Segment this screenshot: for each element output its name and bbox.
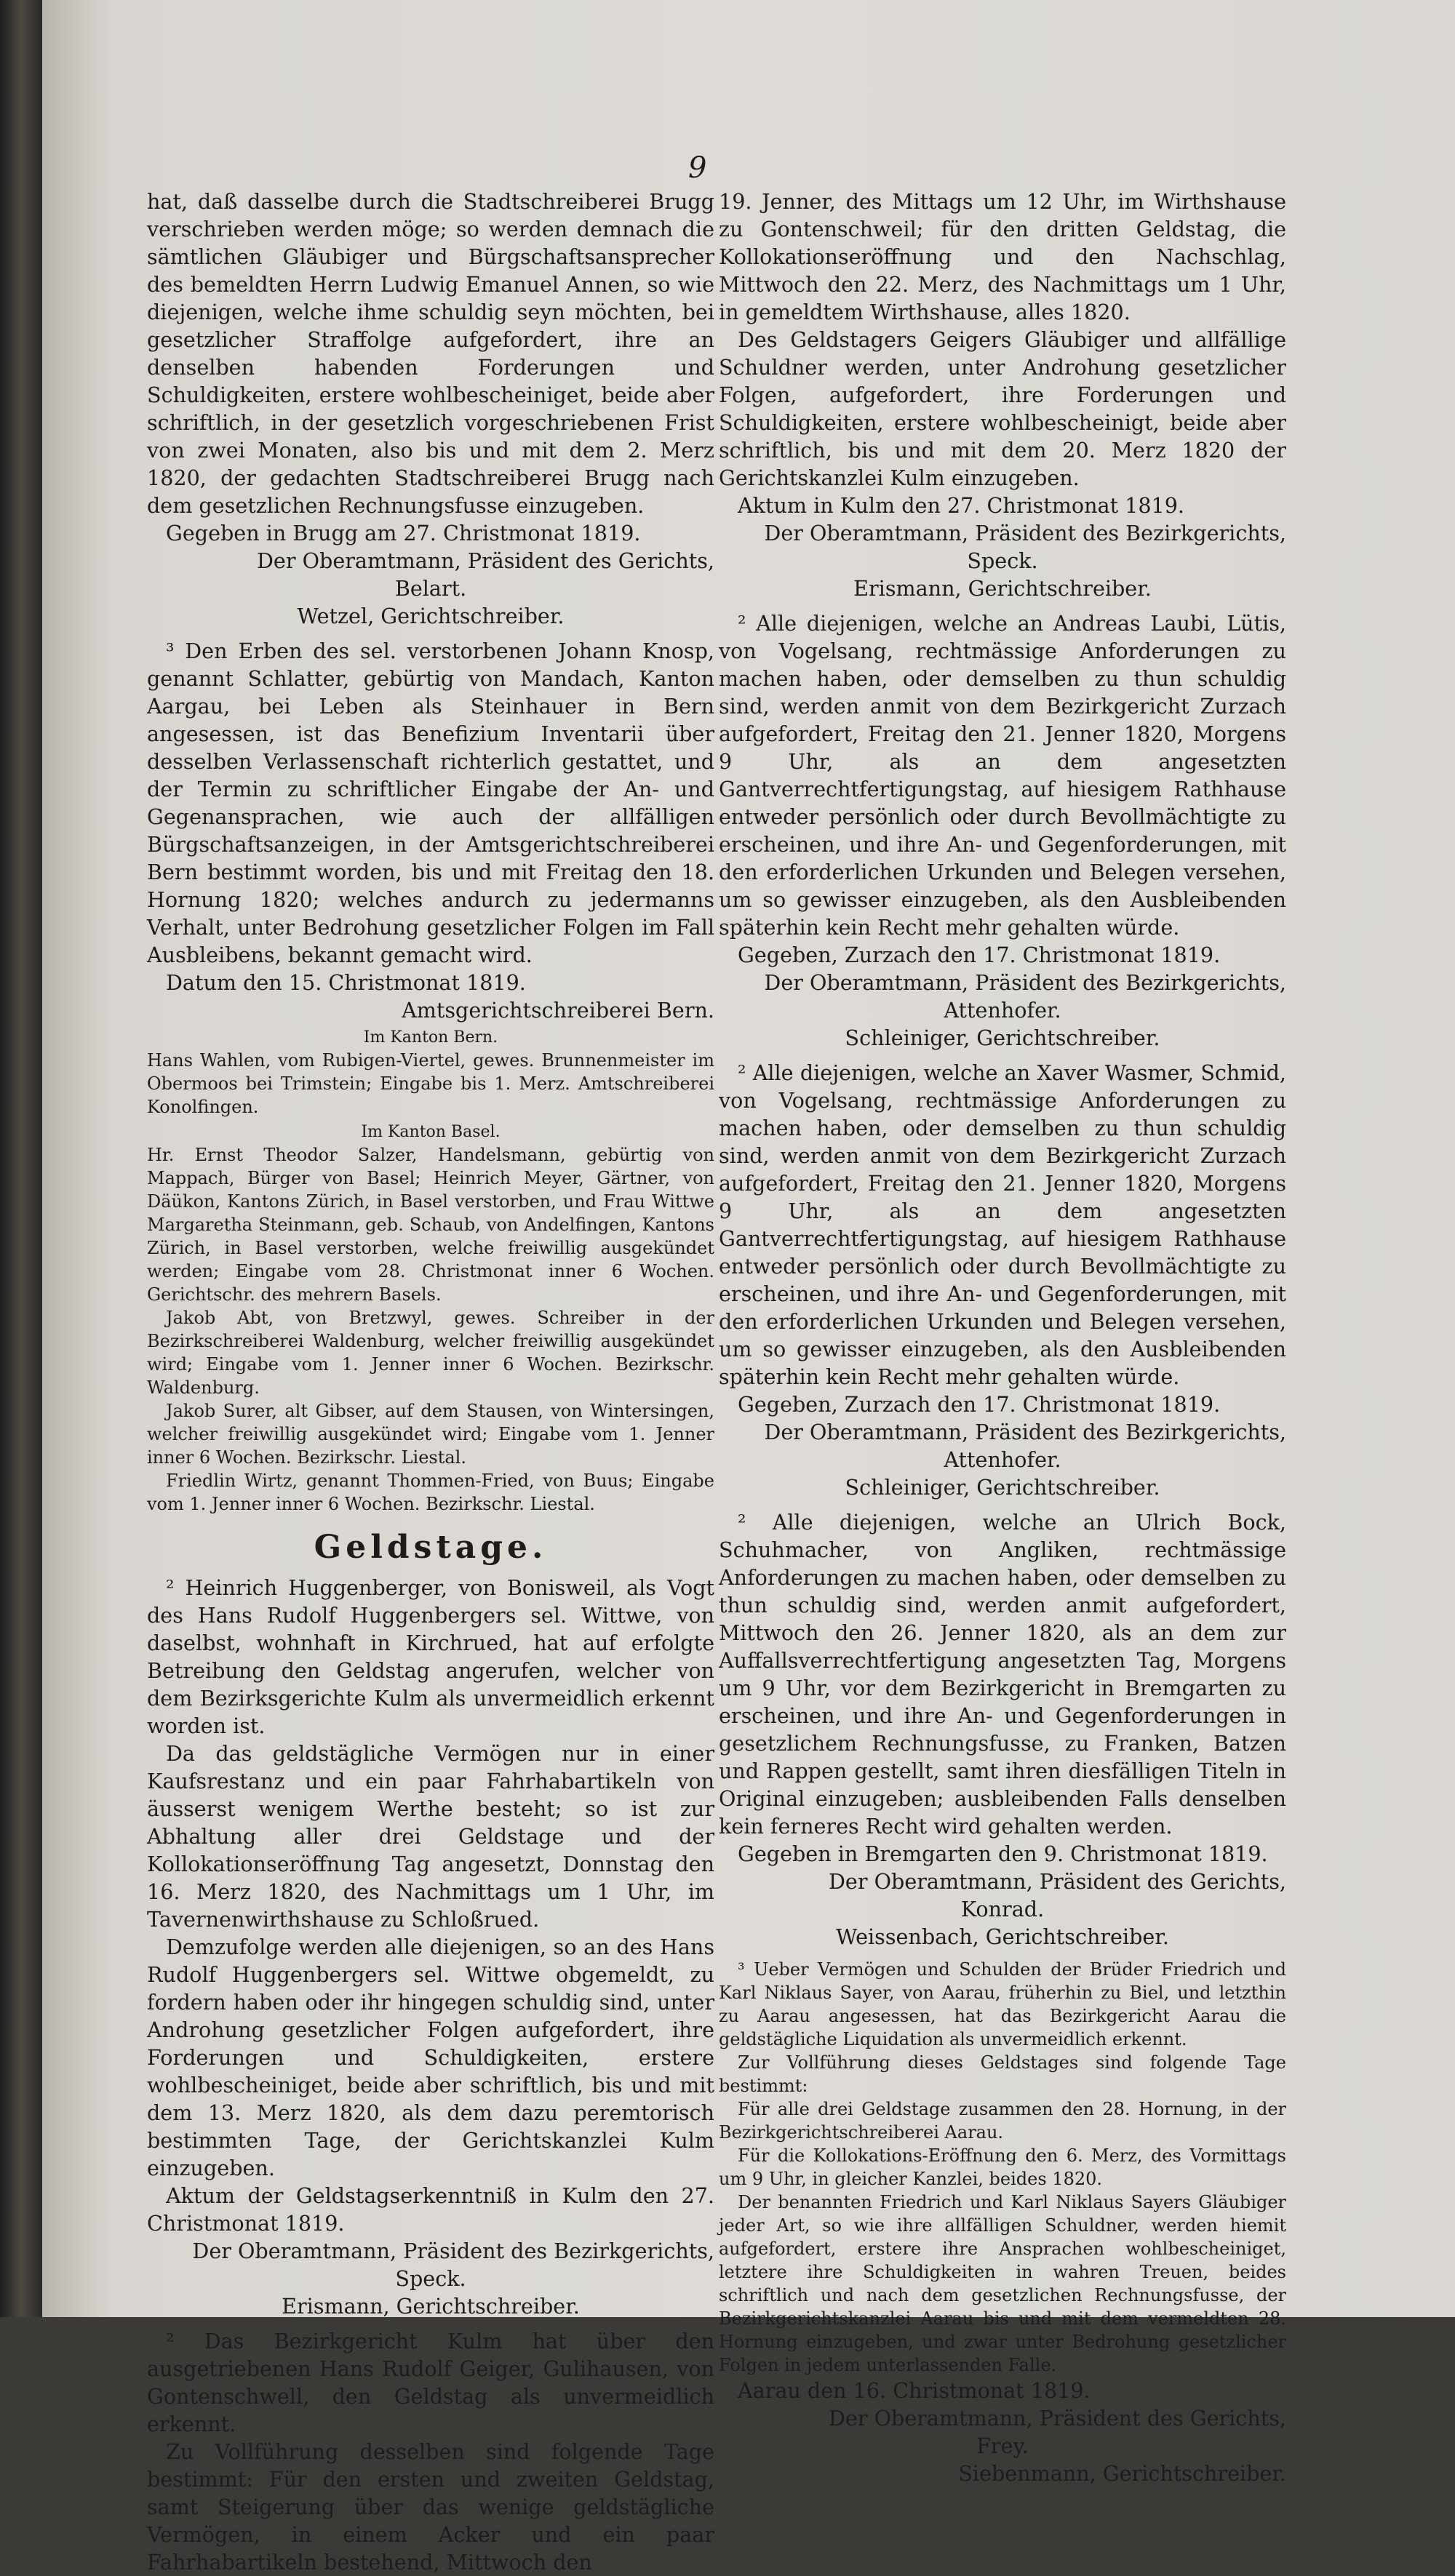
notice-sayer-date: Aarau den 16. Christmonat 1819.	[738, 2378, 1091, 2403]
notice-brugg-signature-title: Der Oberamtmann, Präsident des Gerichts,	[256, 548, 714, 573]
notice-geiger-text: Zu Vollführung desselben sind folgende Tage bestimmt: Für den ersten und zweiten Geldstag, samt Steigerung über das wenige geldstägliche Vermögen, in einem Acker und ein paar Fahrhabartikeln bestehend, Mittwoch den	[147, 2439, 714, 2575]
notice-geiger-continued: Des Geldstagers Geigers Gläubiger und allfällige Schuldner werden, unter Androhung gesetzlicher Folgen, aufgefordert, ihre Forderungen und Schuldigkeiten, erstere wohlbescheinigt, beide aber schriftlich, bis und mit dem 20. Merz 1820 der Gerichtskanzlei Kulm einzugeben.	[719, 327, 1286, 490]
notice-sayer-text: Für die Kollokations-Eröffnung den 6. Merz, des Vormittags um 9 Uhr, in gleicher Kanzlei, beides 1820.	[719, 2145, 1286, 2189]
notice-geiger-text: ² Das Bezirkgericht Kulm hat über den ausgetriebenen Hans Rudolf Geiger, Gulihausen, von Gontenschwell, den Geldstag als unvermeidlich erkennt.	[147, 2329, 714, 2436]
notice-brugg-clerk: Wetzel, Gerichtschreiber.	[297, 604, 565, 628]
section-header-basel: Im Kanton Basel.	[361, 1123, 501, 1141]
notice-sayer-text: ³ Ueber Vermögen und Schulden der Brüder Friedrich und Karl Niklaus Sayer, von Aarau, früherhin zu Biel, und letzthin zu Aarau angesessen, hat das Bezirkgericht Aarau die geldstägliche Liquidation als unvermeidlich erkennt.	[719, 1959, 1286, 2049]
notice-brugg-text: hat, daß dasselbe durch die Stadtschreiberei Brugg verschrieben werden möge; so werden demnach die sämtlichen Gläubiger und Bürgschaftsansprecher des bemeldten Herrn Ludwig Emanuel Annen, so wie diejenigen, welche ihme schuldig seyn möchten, bei gesetzlicher Straffolge aufgefordert, ihre an denselben habenden Forderungen und Schuldigkeiten, erstere wohlbescheiniget, beide aber schriftlich, in der gesetzlich vorgeschriebenen Frist von zwei Monaten, also bis und mit dem 2. Merz 1820, der gedachten Stadtschreiberei Brugg nach dem gesetzlichen Rechnungsfusse einzugeben.	[147, 189, 714, 518]
notice-brugg-signature-name: Belart.	[394, 576, 467, 601]
notice-huggenberger-text: Da das geldstägliche Vermögen nur in einer Kaufsrestanz und ein paar Fahrhabartikeln von äusserst wenigem Werthe besteht; so ist zur Abhaltung aller drei Geldstage und der Kollokationseröffnung Tag angesetzt, Donnstag den 16. Merz 1820, des Nachmittags um 1 Uhr, im Tavernenwirthshause zu Schloßrued.	[147, 1741, 714, 1932]
notice-sayer-clerk: Siebenmann, Gerichtschreiber.	[958, 2461, 1286, 2486]
notice-bock-signature-title: Der Oberamtmann, Präsident des Gerichts,	[828, 1869, 1286, 1894]
notice-huggenberger-text: ² Heinrich Huggenberger, von Bonisweil, als Vogt des Hans Rudolf Huggenbergers sel. Wittwe, von daselbst, wohnhaft in Kirchrued, hat auf erfolgte Betreibung den Geldstag angerufen, welcher von dem Bezirksgerichte Kulm als unvermeidlich erkennt worden ist.	[147, 1575, 714, 1738]
heading-geldstage: Geldstage.	[314, 1529, 548, 1566]
book-binding-edge	[0, 0, 42, 2317]
notice-bock-date: Gegeben in Bremgarten den 9. Christmonat 1819.	[738, 1841, 1268, 1866]
notice-knosp-text: ³ Den Erben des sel. verstorbenen Johann Knosp, genannt Schlatter, gebürtig von Mandach, Kanton Aargau, bei Leben als Steinhauer in Bern angesessen, ist das Benefizium Inventarii über desselben Verlassenschaft richterlich gestattet, und der Termin zu schriftlicher Eingabe der An- und Gegenansprachen, wie auch der allfälligen Bürgschaftsanzeigen, in der Amtsgerichtschreiberei Bern bestimmt worden, bis und mit Freitag den 18. Hornung 1820; welches andurch zu jedermanns Verhalt, unter Bedrohung gesetzlicher Folgen im Fall Ausbleibens, bekannt gemacht wird.	[147, 639, 714, 967]
notice-bock-clerk: Weissenbach, Gerichtschreiber.	[836, 1924, 1169, 1949]
notice-wasmer-clerk: Schleiniger, Gerichtschreiber.	[845, 1475, 1160, 1500]
notice-huggenberger-text: Demzufolge werden alle diejenigen, so an des Hans Rudolf Huggenbergers sel. Wittwe obgemeldt, zu fordern haben oder ihr hingegen schuldig sind, unter Androhung gesetzlicher Folgen aufgefordert, ihre Forderungen und Schuldigkeiten, erstere wohlbescheiniget, beide aber schriftlich, bis und mit dem 13. Merz 1820, als dem dazu peremtorisch bestimmten Tage, der Gerichtskanzlei Kulm einzugeben.	[147, 1935, 714, 2180]
notice-geiger-signature-title: Der Oberamtmann, Präsident des Bezirkgerichts,	[764, 521, 1286, 545]
page-number: 9	[688, 151, 707, 185]
notice-huggenberger-clerk: Erismann, Gerichtschreiber.	[282, 2294, 580, 2319]
notice-laubi-signature-title: Der Oberamtmann, Präsident des Bezirkgerichts,	[764, 970, 1286, 995]
notice-geiger-signature-name: Speck.	[967, 548, 1038, 573]
notice-sayer-signature-title: Der Oberamtmann, Präsident des Gerichts,	[828, 2406, 1286, 2431]
basel-entry: Jakob Abt, von Bretzwyl, gewes. Schreiber in der Bezirkschreiberei Waldenburg, welcher freiwillig ausgekündet wird; Eingabe vom 1. Jenner inner 6 Wochen. Bezirkschr. Waldenburg.	[147, 1308, 714, 1398]
basel-entry: Friedlin Wirtz, genannt Thommen-Fried, von Buus; Eingabe vom 1. Jenner inner 6 Wochen. Bezirkschr. Liestal.	[147, 1471, 714, 1514]
notice-laubi-clerk: Schleiniger, Gerichtschreiber.	[845, 1025, 1160, 1050]
notice-geiger-clerk: Erismann, Gerichtschreiber.	[853, 576, 1152, 601]
section-header-bern: Im Kanton Bern.	[363, 1028, 498, 1047]
notice-geiger-date: Aktum in Kulm den 27. Christmonat 1819.	[738, 493, 1185, 518]
notice-sayer-signature-name: Frey.	[976, 2433, 1029, 2458]
notice-wasmer-signature-title: Der Oberamtmann, Präsident des Bezirkgerichts,	[764, 1420, 1286, 1444]
notice-wasmer-text: ² Alle diejenigen, welche an Xaver Wasmer, Schmid, von Vogelsang, rechtmässige Anforderungen zu machen haben, oder demselben zu thun schuldig sind, werden anmit von dem Bezirkgericht Zurzach aufgefordert, Freitag den 21. Jenner 1820, Morgens 9 Uhr, als an dem angesetzten Gantverrechtfertigungstag, auf hiesigem Rathhause entweder persönlich oder durch Bevollmächtigte zu erscheinen, und ihre An- und Gegenforderungen, mit den erforderlichen Urkunden und Belegen versehen, um so gewisser einzugeben, als den Ausbleibenden späterhin kein Recht mehr gehalten würde.	[719, 1060, 1286, 1389]
notice-laubi-date: Gegeben, Zurzach den 17. Christmonat 1819.	[738, 943, 1221, 967]
notice-brugg-date: Gegeben in Brugg am 27. Christmonat 1819.	[166, 521, 641, 545]
notice-laubi-text: ² Alle diejenigen, welche an Andreas Laubi, Lütis, von Vogelsang, rechtmässige Anforderungen zu machen haben, oder demselben zu thun schuldig sind, werden anmit von dem Bezirkgericht Zurzach aufgefordert, Freitag den 21. Jenner 1820, Morgens 9 Uhr, als an dem angesetzten Gantverrechtfertigungstag, auf hiesigem Rathhause entweder persönlich oder durch Bevollmächtigte zu erscheinen, und ihre An- und Gegenforderungen, mit den erforderlichen Urkunden und Belegen versehen, um so gewisser einzugeben, als den Ausbleibenden späterhin kein Recht mehr gehalten würde.	[719, 611, 1286, 940]
notice-huggenberger-signature-name: Speck.	[395, 2266, 466, 2291]
notice-laubi-signature-name: Attenhofer.	[944, 998, 1061, 1023]
notice-wasmer-date: Gegeben, Zurzach den 17. Christmonat 1819.	[738, 1392, 1221, 1417]
right-column	[719, 188, 1286, 2487]
notice-sayer-text: Der benannten Friedrich und Karl Niklaus Sayers Gläubiger jeder Art, so wie ihre allfälligen Schuldner, werden hiemit aufgefordert, erstere ihre Ansprachen wohlbescheiniget, letztere ihre Schuldigkeiten in wahren Treuen, beides schriftlich und nach dem gesetzlichen Rechnungsfusse, der Bezirkgerichtskanzlei Aarau bis und mit dem vermeldten 28. Hornung einzugeben, und zwar unter Bedrohung gesetzlicher Folgen in jedem unterlassenden Falle.	[719, 2192, 1286, 2375]
notice-bock-signature-name: Konrad.	[960, 1897, 1045, 1921]
notice-geiger-continued: 19. Jenner, des Mittags um 12 Uhr, im Wirthshause zu Gontenschweil; für den dritten Geldstag, die Kollokationseröffnung und den Nachschlag, Mittwoch den 22. Merz, des Nachmittags um 1 Uhr, in gemeldtem Wirthshause, alles 1820.	[719, 189, 1286, 324]
notice-knosp-signature: Amtsgerichtschreiberei Bern.	[402, 998, 714, 1023]
notice-bock-text: ² Alle diejenigen, welche an Ulrich Bock, Schuhmacher, von Angliken, rechtmässige Anforderungen zu machen haben, oder demselben zu thun schuldig sind, werden anmit aufgefordert, Mittwoch den 26. Jenner 1820, als an dem zur Auffallsverrechtfertigung angesetzten Tag, Morgens um 9 Uhr, vor dem Bezirkgericht in Bremgarten zu erscheinen, und ihre An- und Gegenforderungen in gesetzlichem Rechnungsfusse, zu Franken, Batzen und Rappen gestellt, samt ihren diesfälligen Titeln in Original einzugeben; ausbleibenden Falls denselben kein ferneres Recht wird gehalten werden.	[719, 1510, 1286, 1839]
notice-knosp-date: Datum den 15. Christmonat 1819.	[166, 970, 526, 995]
notice-huggenberger-signature-title: Der Oberamtmann, Präsident des Bezirkgerichts,	[192, 2239, 714, 2263]
basel-entry: Hr. Ernst Theodor Salzer, Handelsmann, gebürtig von Mappach, Bürger von Basel; Heinrich Meyer, Gärtner, von Däükon, Kantons Zürich, in Basel verstorben, und Frau Wittwe Margaretha Steinmann, geb. Schaub, von Andelfingen, Kantons Zürich, in Basel verstorben, welche freiwillig ausgekündet werden; Eingabe vom 28. Christmonat inner 6 Wochen. Gerichtschr. des mehrern Basels.	[147, 1145, 714, 1305]
left-column	[147, 188, 714, 2576]
basel-entry: Jakob Surer, alt Gibser, auf dem Stausen, von Wintersingen, welcher freiwillig ausgekündet wird; Eingabe vom 1. Jenner inner 6 Wochen. Bezirkschr. Liestal.	[147, 1401, 714, 1468]
newspaper-page	[42, 0, 1455, 2575]
bern-entry: Hans Wahlen, vom Rubigen-Viertel, gewes. Brunnenmeister im Obermoos bei Trimstein; Eingabe bis 1. Merz. Amtschreiberei Konolfingen.	[147, 1050, 714, 1117]
notice-sayer-text: Zur Vollführung dieses Geldstages sind folgende Tage bestimmt:	[719, 2052, 1286, 2096]
notice-wasmer-signature-name: Attenhofer.	[944, 1447, 1061, 1472]
notice-huggenberger-date: Aktum der Geldstagserkenntniß in Kulm den 27. Christmonat 1819.	[147, 2183, 714, 2236]
notice-sayer-text: Für alle drei Geldstage zusammen den 28. Hornung, in der Bezirkgerichtschreiberei Aarau.	[719, 2099, 1286, 2143]
